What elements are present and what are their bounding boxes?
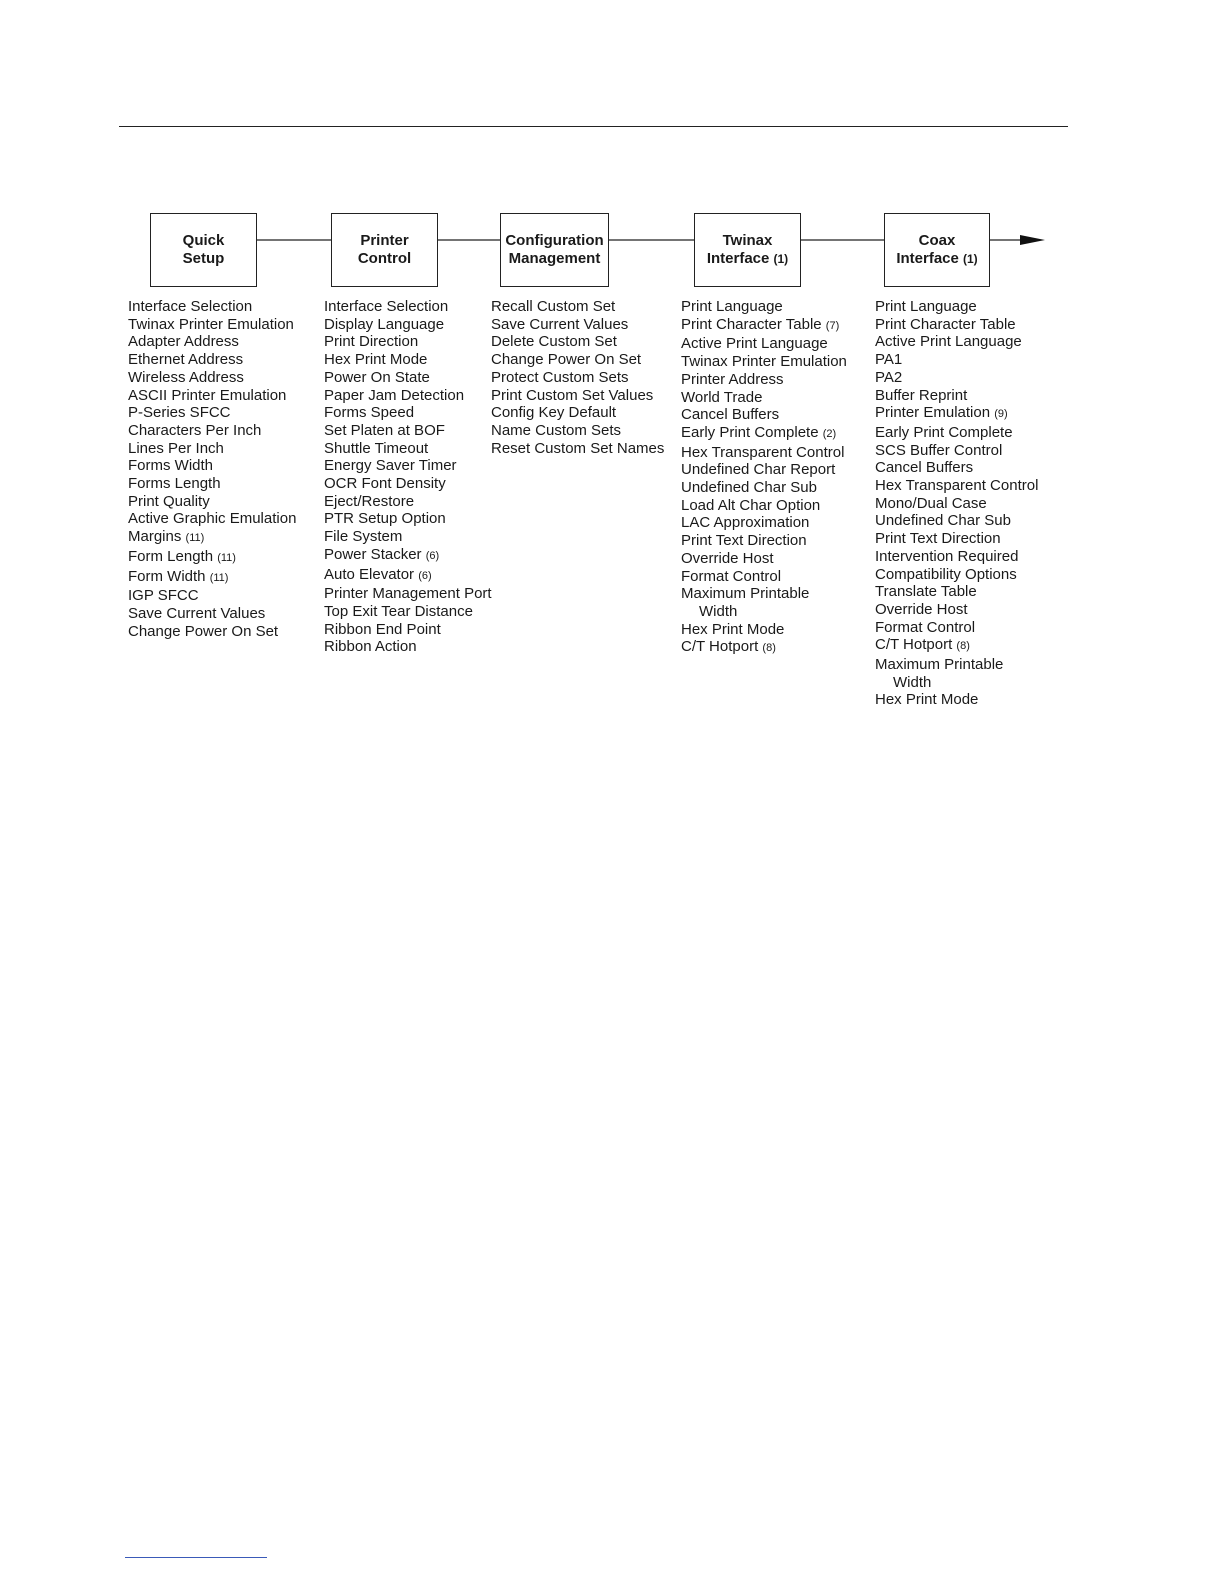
menu-item-label: Hex Print Mode — [324, 351, 428, 369]
menu-item-label: Paper Jam Detection — [324, 386, 465, 404]
menu-item — [324, 422, 492, 440]
menu-item — [875, 636, 1038, 656]
menu-item — [681, 298, 847, 316]
menu-item-label: PA2 — [875, 368, 903, 386]
menu-item — [875, 369, 1038, 387]
menu-box-line2: Interface (1) — [896, 250, 978, 267]
menu-item-label: Change Power On Set — [491, 351, 642, 369]
menu-item — [128, 333, 296, 351]
menu-item-label: P-Series SFCC — [128, 404, 231, 422]
menu-item-label: Power On State — [324, 368, 430, 386]
menu-item — [324, 404, 492, 422]
menu-item — [324, 546, 492, 566]
menu-item — [875, 548, 1038, 566]
footnote-ref: (6) — [418, 569, 432, 582]
menu-item-label: Active Print Language — [875, 333, 1022, 351]
menu-items-twinax-interface — [681, 298, 847, 658]
menu-item-label: SCS Buffer Control — [875, 441, 1003, 459]
menu-item — [128, 369, 296, 387]
menu-item-label: Recall Custom Set — [491, 298, 616, 315]
menu-item-label: Print Character Table — [681, 315, 822, 333]
continue-arrow-icon — [1020, 235, 1045, 245]
menu-item — [491, 316, 664, 334]
menu-item-label: Forms Width — [128, 457, 214, 475]
menu-item — [128, 457, 296, 475]
menu-item — [681, 603, 847, 621]
footnote-ref: (11) — [217, 551, 236, 564]
menu-item-label: Active Graphic Emulation — [128, 510, 297, 528]
footnote-ref: (2) — [822, 427, 837, 440]
menu-items-printer-control — [324, 298, 492, 656]
menu-item-label: Auto Elevator — [324, 565, 415, 583]
menu-item-label: Hex Print Mode — [681, 620, 785, 638]
menu-item — [681, 514, 847, 532]
menu-box-configuration-management — [500, 213, 609, 287]
menu-box-line2: Control — [357, 250, 412, 267]
menu-item-label: Intervention Required — [875, 547, 1019, 565]
menu-item-label: Protect Custom Sets — [491, 368, 629, 386]
menu-item — [128, 475, 296, 493]
menu-items-configuration-management — [491, 298, 664, 457]
menu-item-label: Mono/Dual Case — [875, 494, 987, 512]
menu-item — [324, 585, 492, 603]
menu-item-label: Adapter Address — [128, 333, 239, 351]
menu-item-label: C/T Hotport — [681, 638, 759, 656]
menu-box-line1: Quick — [182, 232, 225, 249]
menu-item — [875, 333, 1038, 351]
menu-item — [681, 568, 847, 586]
menu-item — [875, 495, 1038, 513]
menu-item-label: Ribbon Action — [324, 638, 417, 656]
menu-item — [681, 316, 847, 336]
header-rule — [119, 126, 1068, 127]
footnote-ref: (11) — [185, 532, 205, 545]
menu-item — [681, 444, 847, 462]
menu-item-label: Undefined Char Report — [681, 461, 836, 479]
menu-item-label: PTR Setup Option — [324, 510, 446, 528]
menu-box-line2: Management — [508, 250, 601, 267]
menu-item — [681, 532, 847, 550]
menu-item — [681, 389, 847, 407]
menu-box-line1: Printer — [360, 232, 409, 249]
menu-item-label: Eject/Restore — [324, 492, 415, 510]
menu-item-label: Power Stacker — [324, 545, 422, 563]
menu-item — [875, 656, 1038, 674]
footnote-ref: (8) — [762, 642, 776, 655]
menu-item-label: Print Language — [875, 298, 977, 315]
menu-item-label: Undefined Char Sub — [875, 512, 1011, 530]
menu-item — [681, 406, 847, 424]
menu-item — [681, 371, 847, 389]
menu-item-label: IGP SFCC — [128, 587, 199, 605]
menu-box-line1: Coax — [918, 232, 956, 249]
menu-item — [875, 387, 1038, 405]
menu-item — [324, 638, 492, 656]
menu-item-label: Interface Selection — [128, 298, 253, 315]
menu-item — [491, 440, 664, 458]
menu-item — [324, 528, 492, 546]
menu-item — [681, 497, 847, 515]
menu-item-label: Maximum Printable — [875, 656, 1004, 674]
menu-item-label: File System — [324, 528, 403, 546]
menu-item — [875, 404, 1038, 424]
menu-item — [491, 404, 664, 422]
menu-item-label: Width — [893, 673, 932, 691]
menu-item — [681, 353, 847, 371]
menu-item — [128, 548, 296, 568]
menu-item — [324, 387, 492, 405]
menu-item-label: Print Text Direction — [875, 530, 1001, 548]
menu-item — [681, 335, 847, 353]
menu-item-label: Early Print Complete — [875, 423, 1013, 441]
menu-item-label: Lines Per Inch — [128, 439, 224, 457]
menu-item — [324, 510, 492, 528]
menu-item — [324, 621, 492, 639]
menu-item-label: PA1 — [875, 351, 903, 369]
menu-item — [875, 566, 1038, 584]
footnote-ref: (8) — [956, 640, 970, 653]
menu-item — [875, 530, 1038, 548]
menu-item-label: Reset Custom Set Names — [491, 439, 665, 457]
menu-item-label: Name Custom Sets — [491, 421, 622, 439]
menu-item-label: Forms Length — [128, 475, 221, 493]
menu-item — [875, 512, 1038, 530]
menu-item — [128, 587, 296, 605]
footnote-ref: (1) — [773, 252, 789, 266]
footnote-ref: (1) — [963, 252, 978, 266]
menu-item-label: Top Exit Tear Distance — [324, 602, 473, 620]
menu-item — [128, 568, 296, 588]
menu-item — [491, 351, 664, 369]
menu-item — [875, 459, 1038, 477]
menu-items-quick-setup — [128, 298, 296, 640]
menu-item-label: Twinax Printer Emulation — [128, 315, 294, 333]
menu-item-label: Form Width — [128, 567, 206, 585]
menu-item — [875, 298, 1038, 316]
menu-item — [875, 316, 1038, 334]
menu-item-label: Margins — [128, 528, 182, 546]
menu-item-label: Load Alt Char Option — [681, 496, 821, 514]
menu-item — [128, 351, 296, 369]
menu-item-label: Config Key Default — [491, 404, 617, 422]
menu-item-label: Override Host — [875, 600, 968, 618]
menu-item — [324, 457, 492, 475]
menu-item — [128, 605, 296, 623]
menu-item-label: Printer Emulation — [875, 404, 991, 422]
menu-item-label: Wireless Address — [128, 368, 244, 386]
menu-item-label: C/T Hotport — [875, 636, 953, 654]
menu-item-label: World Trade — [681, 388, 763, 406]
menu-item-label: Hex Transparent Control — [875, 477, 1039, 495]
menu-item — [128, 528, 296, 548]
menu-item-label: Format Control — [875, 618, 976, 636]
menu-item — [491, 298, 664, 316]
menu-item — [128, 316, 296, 334]
menu-item-label: Interface Selection — [324, 298, 449, 315]
menu-item-label: Cancel Buffers — [875, 459, 974, 477]
menu-item — [875, 601, 1038, 619]
menu-item — [128, 298, 296, 316]
menu-item-label: OCR Font Density — [324, 475, 446, 493]
menu-item-label: Buffer Reprint — [875, 386, 968, 404]
footnote-ref: (11) — [209, 571, 229, 584]
menu-item — [875, 619, 1038, 637]
menu-item-label: Hex Print Mode — [875, 691, 979, 709]
menu-item — [681, 479, 847, 497]
menu-item-label: Ribbon End Point — [324, 620, 441, 638]
menu-item — [324, 351, 492, 369]
menu-item-label: Shuttle Timeout — [324, 439, 429, 457]
menu-item-label: Delete Custom Set — [491, 333, 617, 351]
menu-item — [128, 404, 296, 422]
menu-item — [491, 333, 664, 351]
menu-box-line1: Configuration — [505, 232, 604, 249]
menu-item-label: Save Current Values — [491, 315, 629, 333]
menu-box-line2: Interface (1) — [706, 250, 789, 267]
menu-item — [324, 369, 492, 387]
menu-item — [681, 585, 847, 603]
menu-item-label: Energy Saver Timer — [324, 457, 457, 475]
menu-item-label: ASCII Printer Emulation — [128, 386, 287, 404]
menu-item-label: Override Host — [681, 549, 774, 567]
menu-item-label: Print Custom Set Values — [491, 386, 654, 404]
menu-item-label: Save Current Values — [128, 604, 266, 622]
menu-item-label: Compatibility Options — [875, 565, 1017, 583]
menu-item-label: Form Length — [128, 547, 214, 565]
footnote-ref: (9) — [994, 408, 1008, 421]
menu-item — [128, 440, 296, 458]
menu-item — [128, 387, 296, 405]
menu-item — [324, 333, 492, 351]
menu-item-label: Width — [699, 602, 738, 620]
menu-item-label: Characters Per Inch — [128, 421, 262, 439]
menu-item-label: Early Print Complete — [681, 423, 819, 441]
menu-item-label: Maximum Printable — [681, 585, 810, 603]
menu-item-label: Print Text Direction — [681, 532, 807, 550]
menu-item-label: Hex Transparent Control — [681, 443, 845, 461]
menu-item-label: Printer Management Port — [324, 585, 492, 603]
menu-item-label: Print Character Table — [875, 315, 1016, 333]
menu-item — [681, 461, 847, 479]
menu-item-label: LAC Approximation — [681, 514, 810, 532]
menu-item — [324, 298, 492, 316]
menu-item-label: Change Power On Set — [128, 622, 279, 640]
menu-item-label: Display Language — [324, 315, 445, 333]
menu-item — [324, 440, 492, 458]
menu-item — [875, 442, 1038, 460]
menu-item — [681, 550, 847, 568]
menu-item-label: Forms Speed — [324, 404, 415, 422]
menu-item — [875, 674, 1038, 692]
menu-item — [324, 475, 492, 493]
menu-item-label: Format Control — [681, 567, 782, 585]
menu-item — [128, 493, 296, 511]
menu-item-label: Undefined Char Sub — [681, 479, 817, 497]
menu-item — [875, 351, 1038, 369]
menu-item — [491, 387, 664, 405]
menu-item-label: Print Direction — [324, 333, 419, 351]
menu-item — [128, 623, 296, 641]
menu-item-label: Set Platen at BOF — [324, 421, 445, 439]
menu-item-label: Ethernet Address — [128, 351, 244, 369]
menu-item — [875, 691, 1038, 709]
menu-item-label: Translate Table — [875, 583, 977, 601]
menu-item-label: Printer Address — [681, 370, 784, 388]
menu-item — [875, 424, 1038, 442]
menu-box-coax-interface — [884, 213, 990, 287]
menu-box-quick-setup — [150, 213, 257, 287]
menu-item-label: Print Quality — [128, 492, 210, 510]
menu-box-twinax-interface — [694, 213, 801, 287]
menu-item — [324, 603, 492, 621]
menu-item — [324, 493, 492, 511]
menu-item-label: Print Language — [681, 298, 783, 315]
menu-item — [324, 316, 492, 334]
menu-box-line1: Twinax — [722, 232, 773, 249]
menu-box-line2: Setup — [182, 250, 225, 267]
footer-link-rule — [125, 1557, 267, 1558]
menu-box-printer-control — [331, 213, 438, 287]
menu-item — [875, 583, 1038, 601]
menu-item-label: Twinax Printer Emulation — [681, 353, 847, 371]
menu-item-label: Cancel Buffers — [681, 406, 780, 424]
menu-item — [681, 621, 847, 639]
menu-item — [324, 566, 492, 586]
menu-item — [681, 638, 847, 658]
footnote-ref: (6) — [425, 549, 440, 562]
menu-item — [875, 477, 1038, 495]
menu-item — [491, 369, 664, 387]
menu-item — [128, 510, 296, 528]
menu-item — [681, 424, 847, 444]
menu-item — [491, 422, 664, 440]
menu-item — [128, 422, 296, 440]
footnote-ref: (7) — [825, 319, 840, 332]
menu-item-label: Active Print Language — [681, 335, 828, 353]
menu-items-coax-interface — [875, 298, 1038, 709]
